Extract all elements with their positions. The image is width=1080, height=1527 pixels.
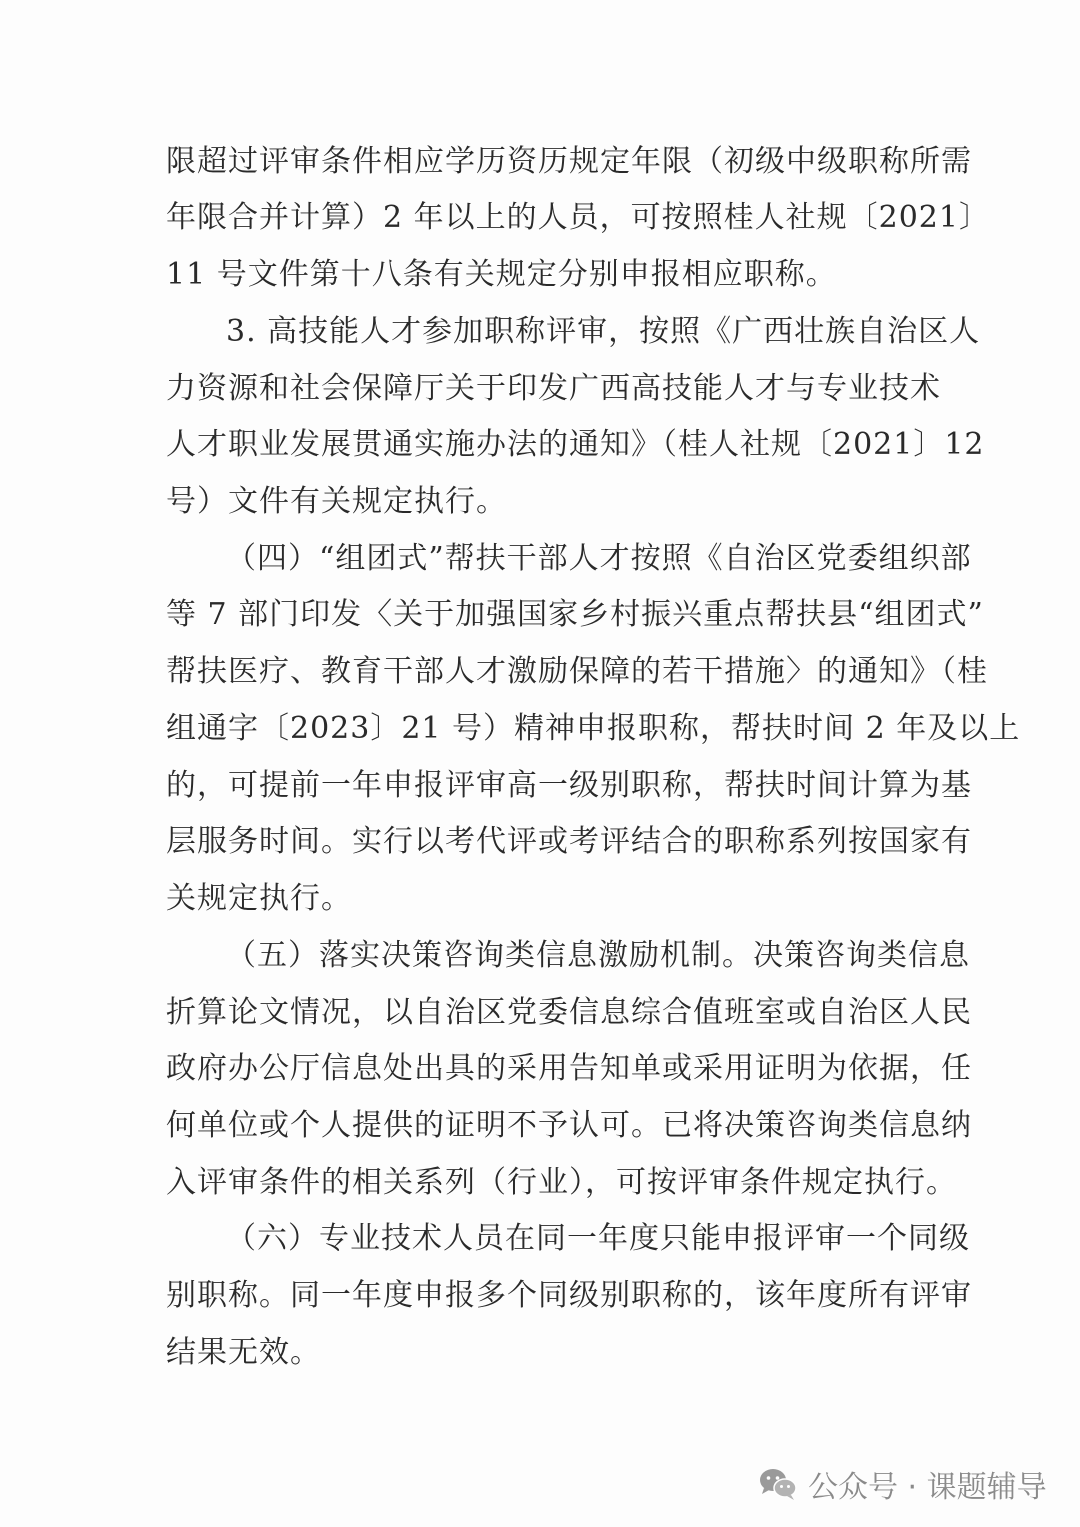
text-line: 11 号文件第十八条有关规定分别申报相应职称。 bbox=[166, 257, 837, 292]
text-line: 号）文件有关规定执行。 bbox=[166, 484, 507, 519]
text-line: 限超过评审条件相应学历资历规定年限（初级中级职称所需 bbox=[166, 144, 972, 179]
text-line: 折算论文情况，以自治区党委信息综合值班室或自治区人民 bbox=[166, 995, 972, 1030]
text-line: 组通字〔2023〕21 号）精神申报职称，帮扶时间 2 年及以上 bbox=[166, 711, 1021, 746]
text-line: （五）落实决策咨询类信息激励机制。决策咨询类信息 bbox=[226, 938, 970, 973]
text-line: 政府办公厅信息处出具的采用告知单或采用证明为依据，任 bbox=[166, 1051, 972, 1086]
text-line: 人才职业发展贯通实施办法的通知》（桂人社规〔2021〕12 bbox=[166, 427, 985, 462]
text-line: 帮扶医疗、教育干部人才激励保障的若干措施〉的通知》（桂 bbox=[166, 654, 988, 689]
text-line: 3. 高技能人才参加职称评审，按照《广西壮族自治区人 bbox=[226, 314, 981, 349]
text-line: 等 7 部门印发〈关于加强国家乡村振兴重点帮扶县“组团式” bbox=[166, 597, 984, 632]
watermark bbox=[758, 1458, 1047, 1510]
text-line: 的，可提前一年申报评审高一级别职称，帮扶时间计算为基 bbox=[166, 768, 972, 803]
text-line: 别职称。同一年度申报多个同级别职称的，该年度所有评审 bbox=[166, 1278, 972, 1313]
wechat-icon bbox=[758, 1467, 798, 1501]
text-line: 层服务时间。实行以考代评或考评结合的职称系列按国家有 bbox=[166, 824, 972, 859]
text-line: 结果无效。 bbox=[166, 1335, 321, 1370]
text-line: 何单位或个人提供的证明不予认可。已将决策咨询类信息纳 bbox=[166, 1108, 972, 1143]
text-line: （六）专业技术人员在同一年度只能申报评审一个同级 bbox=[226, 1221, 970, 1256]
text-line: 入评审条件的相关系列（行业），可按评审条件规定执行。 bbox=[166, 1165, 957, 1200]
text-line: 年限合并计算）2 年以上的人员，可按照桂人社规〔2021〕 bbox=[166, 200, 990, 235]
text-line: 关规定执行。 bbox=[166, 881, 352, 916]
text-line: 力资源和社会保障厅关于印发广西高技能人才与专业技术 bbox=[166, 371, 941, 406]
text-line: （四）“组团式”帮扶干部人才按照《自治区党委组织部 bbox=[226, 541, 972, 576]
watermark-text: 公众号 · 课题辅导 bbox=[808, 1470, 1047, 1505]
